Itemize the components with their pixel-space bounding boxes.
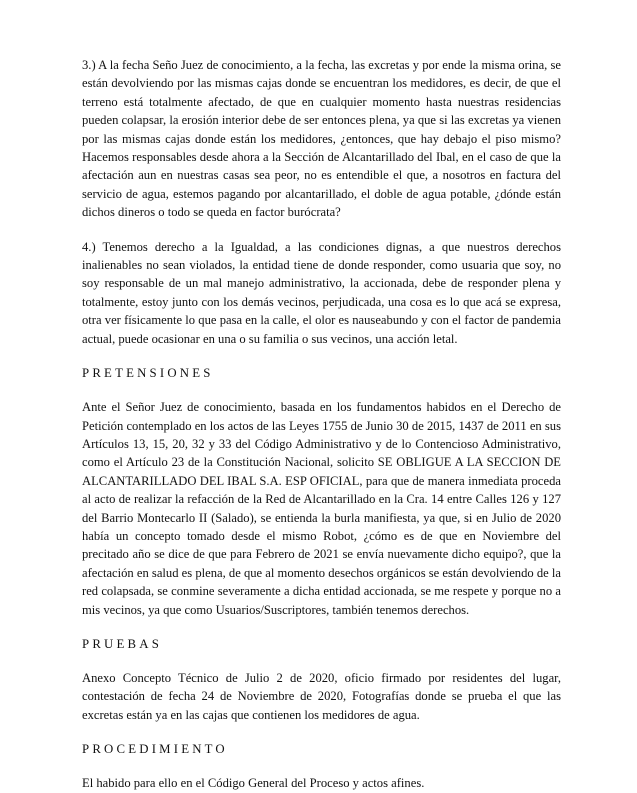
pruebas-text: Anexo Concepto Técnico de Julio 2 de 2020, oficio firmado por residentes del lugar, contestación de fecha 24 de Noviembre de 2020, Fotografías donde se prueba el que las excretas están ya en las cajas que contienen los medidores de agua. bbox=[82, 670, 561, 722]
pretensiones-text: Ante el Señor Juez de conocimiento, basada en los fundamentos habidos en el Derecho de Petición contemplado en los actos de las Leyes 1755 de Junio 30 de 2015, 1437 de 2011 en sus Artículos 13, 15, 20, 32 y 33 del Código Administrativo y de lo Contencioso Administrativo, como el Artículo 23 de la Constitución Nacional, solicito SE OBLIGUE A LA SECCION DE ALCANTARILLADO DEL IBAL S.A. ESP OFICIAL, para que de manera inmediata proceda al acto de realizar la refacción de la Red de Alcantarillado en la Cra. 14 entre Calles 126 y 127 del Barrio Montecarlo II (Salado), se entienda la burla manifiesta, ya que, si en Julio de 2020 había un concepto tomado desde el mismo Robot, ¿cómo es de que en Noviembre del precitado año se dice de que para Febrero de 2021 se envía nuevamente dicho equipo?, que la afectación en salud es plena, de que al momento desechos orgánicos se están devolviendo de la red colapsada, se conmine severamente a dicha entidad accionada, se me respete y porque no a mis vecinos, ya que como Usuarios/Suscriptores, también tenemos derechos. bbox=[82, 400, 561, 617]
paragraph-3: 3.) A la fecha Seño Juez de conocimiento, a la fecha, las excretas y por ende la misma orina, se están devolviendo por las mismas cajas donde se encuentran los medidores, es decir, de que el terreno está totalmente afectado, de que en cualquier momento hasta nuestras residencias pueden colapsar, la erosión interior debe de ser entonces plena, ya que si las excretas ya vienen por las mismas cajas donde están los medidores, ¿entonces, que hay debajo el piso mismo? Hacemos responsables desde ahora a la Sección de Alcantarillado del Ibal, en el caso de que la afectación aun en nuestras casas sea peor, no es entendible el que, a nosotros en factura del servicio de agua, estemos pagando por alcantarillado, el doble de agua potable, ¿dónde están dichos dineros o todo se queda en factor burócrata? bbox=[82, 58, 561, 220]
procedimiento-text: El habido para ello en el Código General del Proceso y actos afines. bbox=[82, 776, 425, 791]
paragraph-4: 4.) Tenemos derecho a la Igualdad, a las condiciones dignas, a que nuestros derechos inalienables no sean violados, la entidad tiene de donde responder, como usuaria que soy, no soy responsable de un mal manejo administrativo, la accionada, debe de responder plena y totalmente, estoy junto con los demás vecinos, perjudicada, una cosa es lo que acá se expresa, otra ver físicamente lo que pasa en la calle, el olor es nauseabundo y con el factor de pandemia actual, puede ocasionar en una o su familia o sus vecinos, una acción letal. bbox=[82, 239, 561, 346]
pruebas-heading: PRUEBAS bbox=[82, 636, 163, 651]
pretensiones-heading: PRETENSIONES bbox=[82, 366, 214, 381]
procedimiento-heading: PROCEDIMIENTO bbox=[82, 742, 228, 757]
